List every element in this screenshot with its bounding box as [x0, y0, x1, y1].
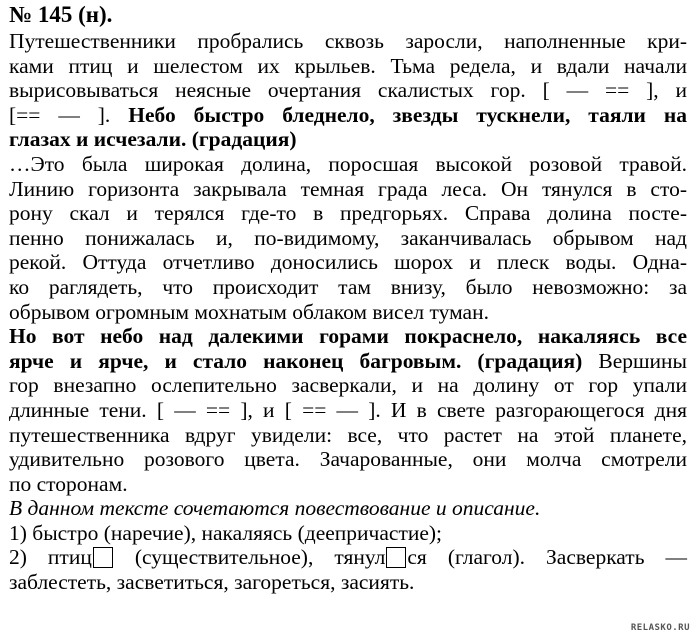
paragraph-1 [9, 29, 687, 152]
text-fragment: 2) птиц [9, 545, 92, 570]
text-line: обрывом огромным мохнатым облаком висел туман. [9, 299, 489, 324]
text-line: удивительно розового цвета. Зачарованные, они молча смотрели [9, 447, 687, 472]
bold-sentence: Небо быстро бледнело, звезды тускнели, таяли на [128, 102, 687, 127]
morpheme-box [93, 547, 113, 568]
text-line: глазах и исчезали. (градация) [9, 127, 297, 152]
text-line: пенно понижалась и, по-видимому, заканчивалась обрывом над [9, 225, 687, 250]
answer-item-2 [9, 545, 687, 570]
text-line: рекой. Оттуда отчетливо доносились шорох и плеск воды. Одна- [9, 250, 687, 275]
paragraph-2 [9, 152, 687, 324]
text-fragment: ся (глагол). Засверкать — [407, 545, 688, 570]
scheme: [== — ]. [9, 102, 111, 127]
text-fragment: (существительное), тянул [134, 545, 386, 570]
text-line: …Это была широкая долина, поросшая высокой розовой травой. [9, 151, 687, 176]
exercise-title: № 145 (н). [9, 2, 113, 27]
text-line: Линию горизонта закрывала темная града леса. Он тянулся в сто- [9, 176, 687, 201]
text-line [9, 349, 687, 374]
bold-sentence: ярче и ярче, и стало наконец багровым. (градация) [9, 348, 583, 373]
text-line: длинные тени. [ — == ], и [ == — ]. И в свете разгорающегося дня [9, 397, 687, 422]
text-line: Путешественники пробрались сквозь заросли, наполненные кри- [9, 29, 687, 53]
text-line: по сторонам. [9, 471, 128, 496]
text-line: вырисовываться неясные очертания скалистых гор. [ — == ], и [9, 78, 687, 103]
text-line: ко раглядеть, что происходит там внизу, было невозможно: за [9, 274, 687, 299]
watermark: RELASKO.RU [630, 623, 690, 633]
text-line: гор внезапно ослепительно засверкали, и на долину от гор упали [9, 373, 687, 398]
text-line: рону скал и терялся где-то в предгорьях. Справа долина посте- [9, 201, 687, 226]
answer-item-1: 1) быстро (наречие), накаляясь (деепричастие); [9, 520, 443, 545]
text-line: ками птиц и шелестом их крыльев. Тьма редела, и вдали начали [9, 53, 687, 78]
text-line: Но вот небо над далекими горами покраснело, накаляясь все [9, 324, 687, 349]
exercise-page [9, 2, 687, 595]
paragraph-3 [9, 324, 687, 496]
conclusion-line: В данном тексте сочетаются повествование и описание. [9, 496, 541, 521]
answer-item-2-continued: заблестеть, засветиться, загореться, засиять. [9, 570, 415, 595]
text-fragment: Вершины [598, 348, 688, 373]
text-line: путешественника вдруг увидели: все, что растет на этой планете, [9, 422, 687, 447]
morpheme-box [386, 547, 406, 568]
text-line [9, 103, 687, 128]
